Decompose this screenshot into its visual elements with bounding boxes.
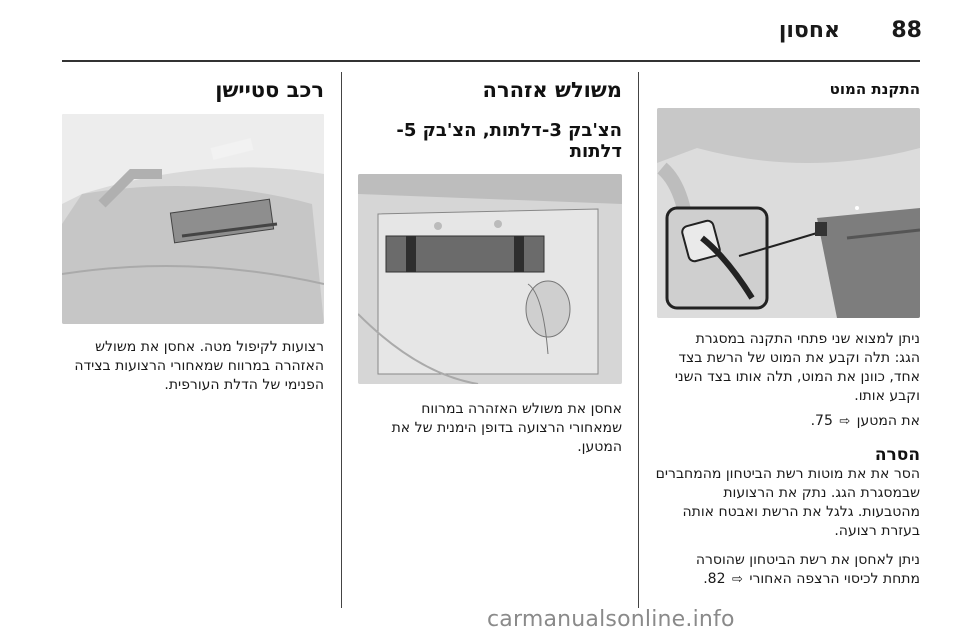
heading-station-wagon: רכב סטיישן (215, 78, 324, 102)
watermark: carmanualsonline.info (487, 607, 735, 632)
page-reference-icon: ⇨ (731, 572, 743, 587)
removal-line-2: שבמסגרת הגג. נתק את הרצועות (723, 485, 920, 501)
intro-line-2: הגג: תלה וקבע את המוט של הרשת בצד (678, 350, 920, 366)
see-cargo-line (655, 412, 920, 431)
column-divider-right (638, 72, 639, 608)
column-bar-installation (655, 72, 920, 589)
triangle-line-3: המטען. (577, 439, 622, 455)
header-rule (62, 60, 920, 62)
intro-line-1: ניתן למצוא שני פתחי התקנה במסגרת (695, 331, 920, 347)
wagon-line-3: הפנימי של הדלת העורפית. (164, 377, 324, 393)
removal-line-3: מהטבעות. גלגל את הרשת ואבטח אותה (682, 504, 920, 520)
figure-warning-triangle-storage (358, 174, 622, 384)
page-number: 88 (891, 18, 922, 43)
triangle-line-2: שמאחורי הרצועה בדופן הימנית של את (391, 420, 622, 436)
see-page-number[interactable]: 75. (810, 413, 833, 429)
figure-station-wagon-tailgate (62, 114, 324, 324)
stow-page-number[interactable]: 82. (703, 571, 726, 587)
heading-bar-installation: התקנת המוט (829, 80, 920, 98)
removal-line-4: בעזרת רצועה. (834, 523, 920, 539)
see-text: את המטען (856, 413, 920, 429)
intro-line-4: וקבע אותו. (854, 388, 920, 404)
removal-line-1: הסר את את מוטות רשת הביטחון מהמחברים (655, 466, 920, 482)
triangle-line-1: אחסן את משולש האזהרה במרווח (421, 401, 622, 417)
column-divider-left (341, 72, 342, 608)
page-reference-icon: ⇨ (839, 414, 851, 429)
heading-removal: הסרה (874, 445, 920, 465)
subheading-hatchback: הצ'בק 3-דלתות, הצ'בק 5-דלתות (396, 120, 622, 162)
wagon-line-2: האזהרה במרווח שמאחורי הרצועות בצידה (74, 358, 324, 374)
stow-line-2 (655, 570, 920, 589)
stow-text: מתחת לכיסוי הרצפה האחורי (749, 571, 920, 587)
intro-line-3: אחד, כוונן את המוט, תלה אותו בצד השני (674, 369, 920, 385)
column-warning-triangle (356, 72, 622, 457)
column-station-wagon (62, 72, 324, 395)
page-section-title: אחסון (778, 18, 840, 43)
heading-warning-triangle: משולש אזהרה (482, 78, 622, 102)
wagon-line-1: רצועות לקיפול מטה. אחסן את משולש (95, 339, 324, 355)
stow-line-1: ניתן לאחסן את רשת הביטחון שהוסרה (695, 552, 920, 568)
figure-net-bar-installation (657, 108, 920, 318)
